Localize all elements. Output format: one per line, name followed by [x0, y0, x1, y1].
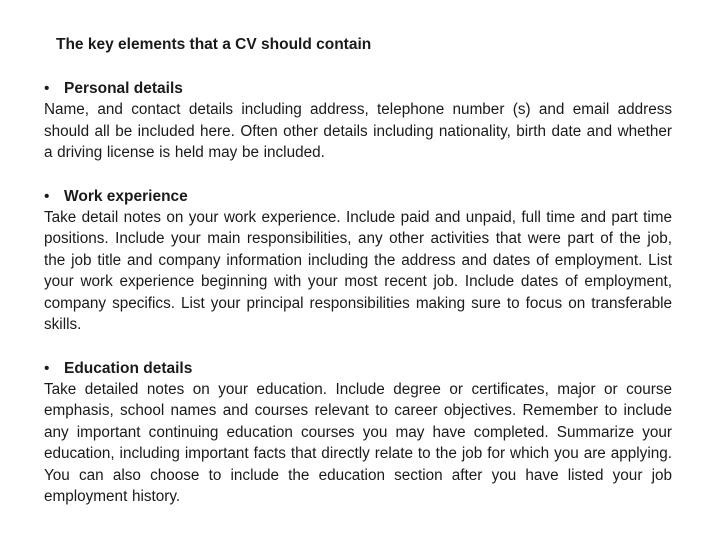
section-heading [44, 186, 672, 207]
section-heading [44, 78, 672, 99]
section-work-experience [44, 186, 672, 336]
section-heading-label: Work experience [64, 187, 188, 205]
section-body: Name, and contact details including address, telephone number (s) and email address should all be included here. Often other details including nationality, birth date and whether a driving license is held may be included. [44, 101, 672, 161]
section-heading-label: Education details [64, 359, 193, 377]
bullet-icon: • [44, 359, 50, 377]
section-education-details [44, 358, 672, 508]
document-page [44, 34, 672, 508]
section-body: Take detailed notes on your education. Include degree or certificates, major or course emphasis, school names and courses relevant to career objectives. Remember to include any important continuing education courses you may have completed. Summarize your education, including important facts that directly relate to the job for which you are applying. You can also choose to include the education section after you have listed your job employment history. [44, 380, 672, 505]
bullet-icon: • [44, 80, 50, 97]
page-title: The key elements that a CV should contain [56, 36, 372, 53]
section-heading [44, 358, 672, 379]
section-body: Take detail notes on your work experience. Include paid and unpaid, full time and part time positions. Include your main responsibilities, any other activities that were part of the job, the job title and company information including the address and dates of employment. List your work experience beginning with your most recent job. Include dates of employment, company specifics. List your principal responsibilities making sure to focus on transferable skills. [44, 208, 672, 333]
bullet-icon: • [44, 187, 50, 205]
section-heading-label: Personal details [64, 80, 183, 97]
section-personal-details [44, 78, 672, 164]
